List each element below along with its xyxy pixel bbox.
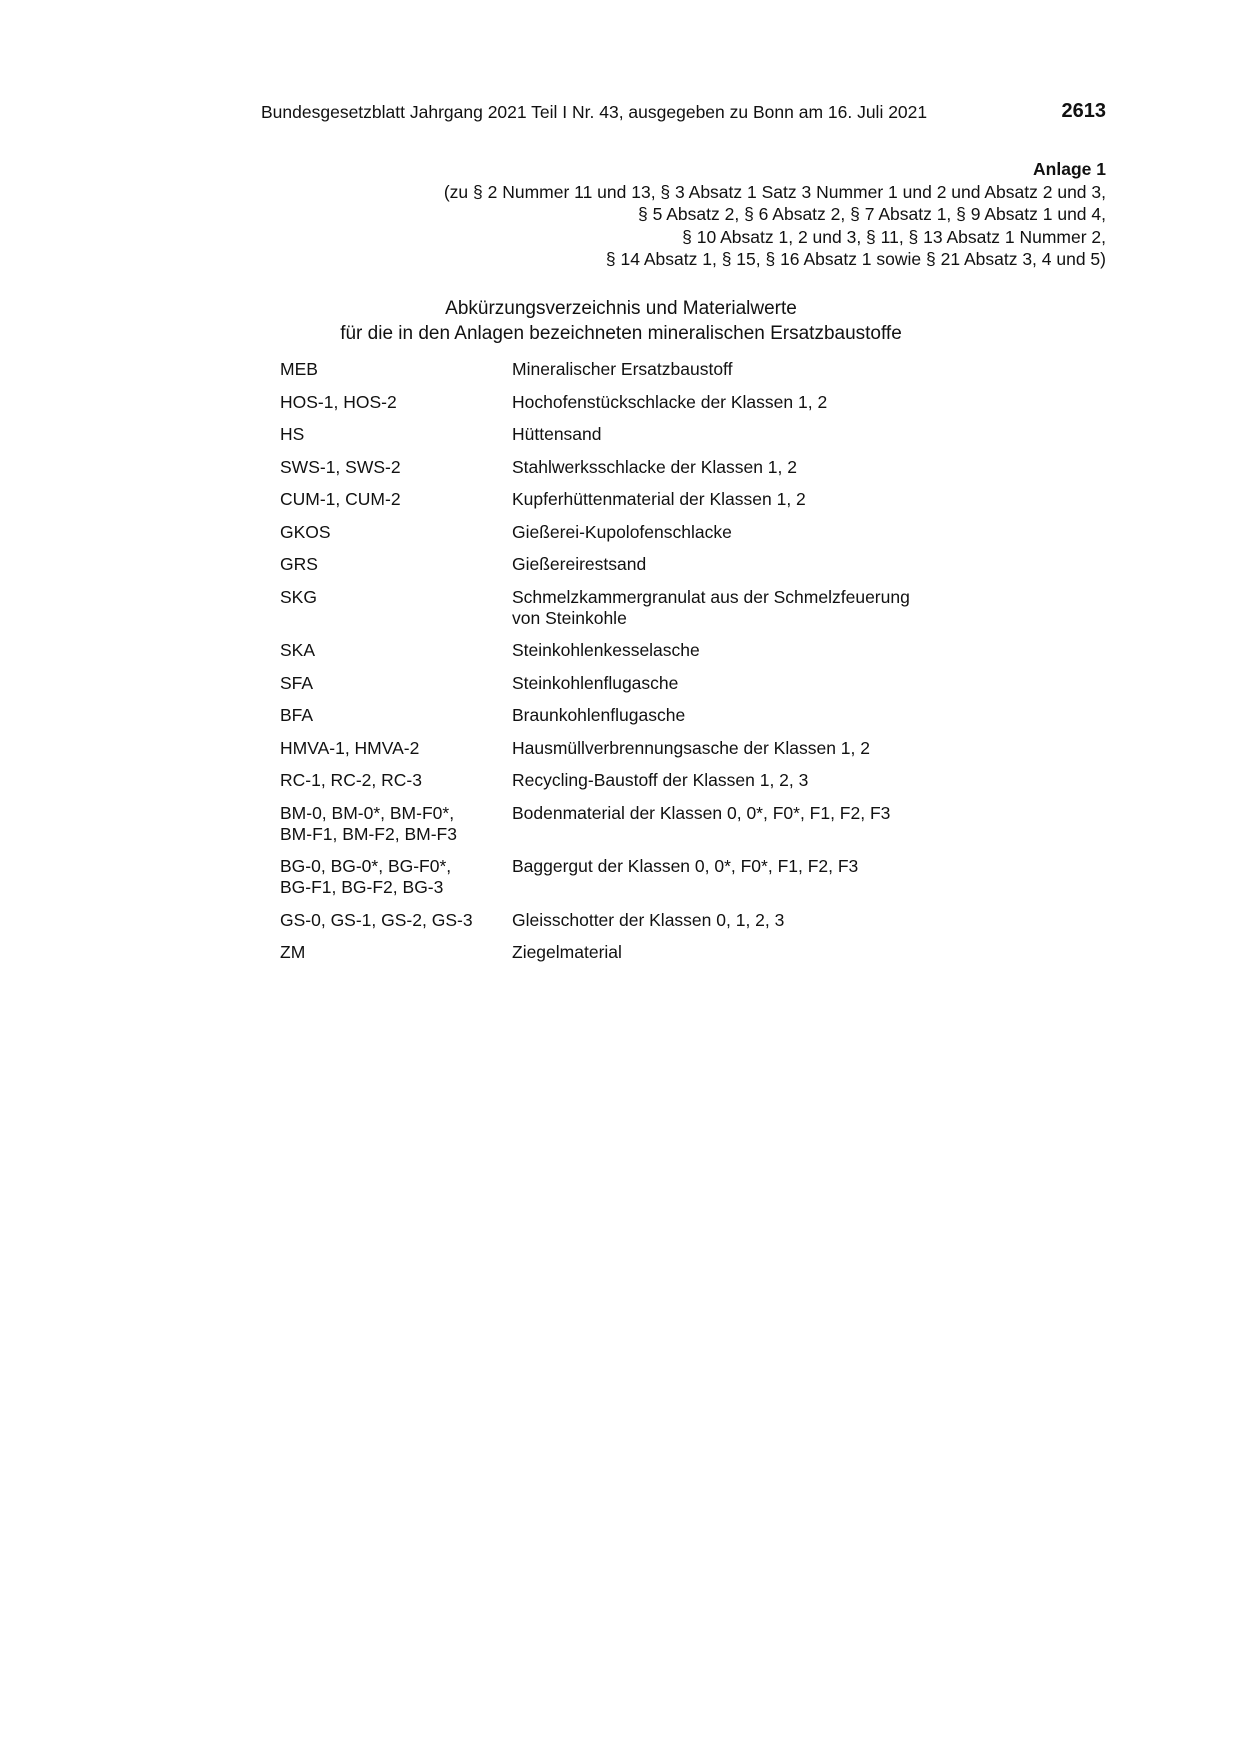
abbreviation-row — [280, 803, 980, 857]
abbreviation-description: Mineralischer Ersatzbaustoff — [512, 359, 733, 379]
annex-title: Anlage 1 — [1033, 159, 1106, 179]
annex-reference-line: § 10 Absatz 1, 2 und 3, § 11, § 13 Absatz 1 Nummer 2, — [682, 226, 1106, 247]
abbreviation-code: BM-0, BM-0*, BM-F0*, BM-F1, BM-F2, BM-F3 — [280, 802, 457, 844]
abbreviation-description: Hausmüllverbrennungsasche der Klassen 1, 2 — [512, 737, 870, 758]
abbreviation-description: Hochofenstückschlacke der Klassen 1, 2 — [512, 391, 828, 412]
abbreviation-code: HOS-1, HOS-2 — [280, 391, 397, 412]
abbreviation-row — [280, 522, 980, 555]
abbreviation-row — [280, 489, 980, 522]
abbreviation-row — [280, 738, 980, 771]
abbreviation-code: RC-1, RC-2, RC-3 — [280, 770, 422, 790]
annex-reference-line: (zu § 2 Nummer 11 und 13, § 3 Absatz 1 Satz 3 Nummer 1 und 2 und Absatz 2 und 3, — [443, 181, 1106, 202]
abbreviation-code: SWS-1, SWS-2 — [280, 456, 401, 477]
document-title — [261, 296, 981, 346]
abbreviation-row — [280, 705, 980, 738]
abbreviation-row — [280, 359, 980, 392]
abbreviation-code: BFA — [280, 705, 314, 725]
annex-reference-line: § 14 Absatz 1, § 15, § 16 Absatz 1 sowie § 21 Absatz 3, 4 und 5) — [605, 249, 1106, 269]
abbreviation-code: BG-0, BG-0*, BG-F0*, BG-F1, BG-F2, BG-3 — [280, 856, 452, 897]
abbreviation-description: Schmelzkammergranulat aus der Schmelzfeuerung von Steinkohle — [512, 586, 910, 628]
abbreviation-row — [280, 942, 980, 975]
document-title-line-1: Abkürzungsverzeichnis und Materialwerte — [445, 298, 797, 319]
abbreviation-description: Baggergut der Klassen 0, 0*, F0*, F1, F2, F3 — [512, 856, 859, 876]
abbreviation-description: Kupferhüttenmaterial der Klassen 1, 2 — [512, 489, 806, 509]
abbreviation-description: Stahlwerksschlacke der Klassen 1, 2 — [512, 456, 797, 477]
abbreviation-description: Recycling-Baustoff der Klassen 1, 2, 3 — [512, 770, 809, 790]
abbreviation-description: Gießereirestsand — [512, 554, 647, 574]
abbreviation-row — [280, 640, 980, 673]
running-head-text: Bundesgesetzblatt Jahrgang 2021 Teil I Nr. 43, ausgegeben zu Bonn am 16. Juli 2021 — [261, 102, 928, 122]
abbreviation-description: Gießerei-Kupolofenschlacke — [512, 521, 732, 542]
abbreviation-row — [280, 392, 980, 425]
abbreviation-code: GS-0, GS-1, GS-2, GS-3 — [280, 909, 473, 930]
abbreviation-description: Bodenmaterial der Klassen 0, 0*, F0*, F1, F2, F3 — [512, 802, 891, 823]
abbreviation-row — [280, 770, 980, 803]
annex-reference-line: § 5 Absatz 2, § 6 Absatz 2, § 7 Absatz 1, § 9 Absatz 1 und 4, — [638, 204, 1106, 224]
running-head — [261, 99, 1106, 125]
abbreviation-code: GKOS — [280, 521, 331, 542]
abbreviation-description: Hüttensand — [512, 424, 602, 444]
document-title-line-2: für die in den Anlagen bezeichneten mineralischen Ersatzbaustoffe — [340, 323, 902, 344]
abbreviation-row — [280, 554, 980, 587]
abbreviation-description: Steinkohlenflugasche — [512, 672, 679, 693]
abbreviation-code: SFA — [280, 672, 314, 693]
abbreviation-row — [280, 424, 980, 457]
abbreviation-code: GRS — [280, 554, 318, 574]
abbreviation-row — [280, 457, 980, 490]
abbreviation-code: HMVA-1, HMVA-2 — [280, 737, 420, 758]
annex-block — [300, 158, 1106, 271]
abbreviation-code: ZM — [280, 942, 306, 962]
abbreviation-code: MEB — [280, 359, 318, 379]
abbreviation-description: Braunkohlenflugasche — [512, 705, 686, 725]
abbreviation-list — [280, 359, 980, 975]
abbreviation-description: Ziegelmaterial — [512, 942, 622, 962]
abbreviation-code: SKG — [280, 586, 317, 607]
abbreviation-row — [280, 910, 980, 943]
abbreviation-description: Steinkohlenkesselasche — [512, 640, 700, 660]
page-number: 2613 — [1061, 100, 1106, 122]
abbreviation-code: HS — [280, 424, 305, 444]
abbreviation-row — [280, 587, 980, 641]
abbreviation-row — [280, 856, 980, 910]
abbreviation-row — [280, 673, 980, 706]
abbreviation-code: CUM-1, CUM-2 — [280, 489, 401, 509]
abbreviation-description: Gleisschotter der Klassen 0, 1, 2, 3 — [512, 909, 785, 930]
abbreviation-code: SKA — [280, 640, 316, 660]
